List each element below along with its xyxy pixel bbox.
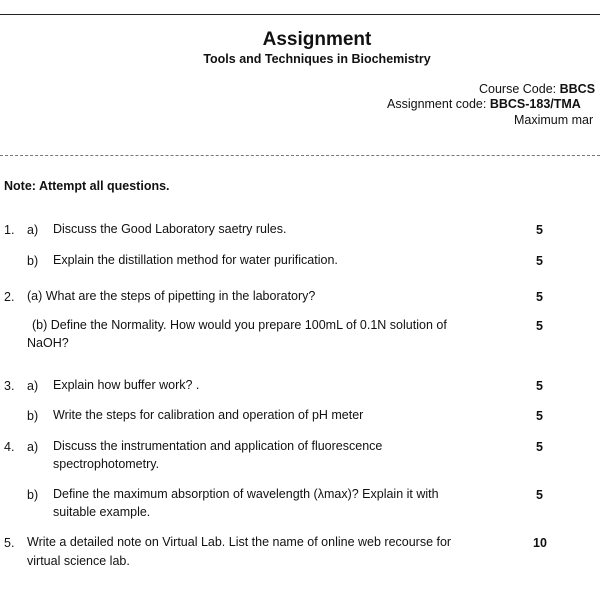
assignment-code-label: Assignment code: xyxy=(387,97,490,111)
course-code-label: Course Code: xyxy=(479,82,560,96)
question-text-continued: NaOH? xyxy=(27,336,69,350)
note: Note: Attempt all questions. xyxy=(4,179,170,193)
question-text: (b) Define the Normality. How would you prepare 100mL of 0.1N solution of xyxy=(32,318,447,332)
question-number: 4. xyxy=(4,440,15,454)
course-code xyxy=(479,82,595,96)
question-marks: 5 xyxy=(536,223,543,237)
sub-label: a) xyxy=(27,379,39,393)
question-number: 2. xyxy=(4,290,15,304)
maximum-marks: Maximum mar xyxy=(514,113,594,127)
question-text: Explain the distillation method for water purification. xyxy=(53,253,338,267)
question-text-continued: virtual science lab. xyxy=(27,554,130,568)
sub-label: b) xyxy=(27,254,39,268)
question-text: Explain how buffer work? . xyxy=(53,378,200,392)
page-title: Assignment xyxy=(262,29,372,50)
question-marks: 5 xyxy=(536,488,543,502)
question-marks: 5 xyxy=(536,379,543,393)
sub-label: a) xyxy=(27,440,39,454)
question-marks: 5 xyxy=(536,409,543,423)
question-text-continued: spectrophotometry. xyxy=(53,457,160,471)
question-text: Discuss the Good Laboratory saetry rules. xyxy=(53,222,287,236)
question-number: 5. xyxy=(4,536,15,550)
sub-label: a) xyxy=(27,223,39,237)
question-marks: 10 xyxy=(533,536,547,550)
question-number: 1. xyxy=(4,223,15,237)
question-text: Discuss the instrumentation and application of fluorescence xyxy=(53,439,383,453)
question-text: Write a detailed note on Virtual Lab. List the name of online web recourse for xyxy=(27,535,452,549)
question-text: Write the steps for calibration and operation of pH meter xyxy=(53,408,364,422)
question-text: (a) What are the steps of pipetting in the laboratory? xyxy=(27,289,316,303)
question-marks: 5 xyxy=(536,290,543,304)
question-number: 3. xyxy=(4,379,15,393)
dashed-divider xyxy=(0,155,600,156)
course-code-value: BBCS xyxy=(559,82,596,96)
question-marks: 5 xyxy=(536,440,543,454)
question-text-continued: suitable example. xyxy=(53,505,151,519)
assignment-code xyxy=(387,97,581,111)
sub-label: b) xyxy=(27,488,39,502)
question-marks: 5 xyxy=(536,319,543,333)
question-marks: 5 xyxy=(536,254,543,268)
top-rule xyxy=(0,14,600,15)
assignment-code-value: BBCS-183/TMA xyxy=(489,97,581,111)
sub-label: b) xyxy=(27,409,39,423)
question-text: Define the maximum absorption of wavelength (λmax)? Explain it with xyxy=(53,487,439,501)
page-subtitle: Tools and Techniques in Biochemistry xyxy=(203,52,431,66)
